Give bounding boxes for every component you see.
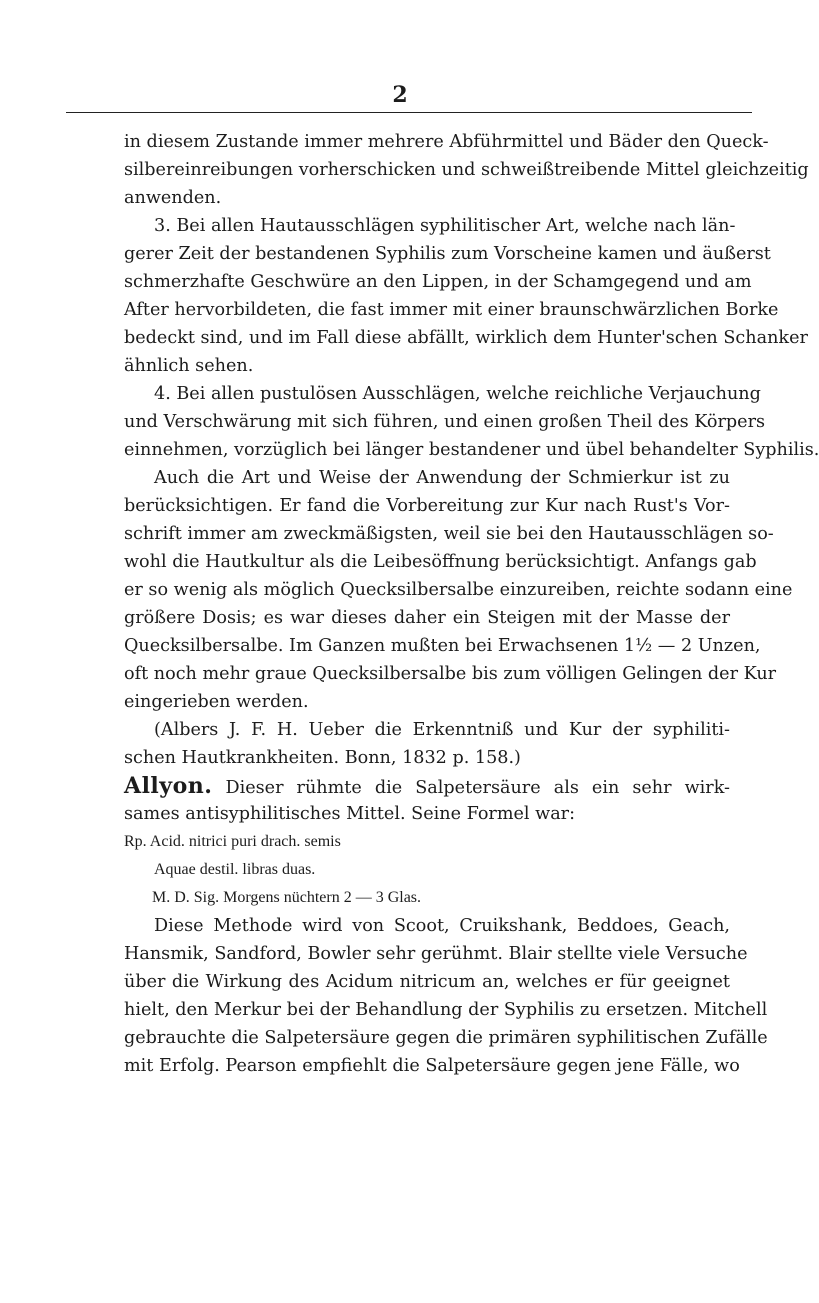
section-heading: Allyon. [124, 773, 213, 799]
header-rule [66, 112, 752, 113]
text-line: oft noch mehr graue Quecksilbersalbe bis zum völligen Gelingen der Kur [124, 664, 777, 684]
text-line: Auch die Art und Weise der Anwendung der Schmierkur ist zu [154, 468, 730, 488]
text-line: After hervorbildeten, die fast immer mit einer braunschwärzlichen Borke [124, 300, 779, 320]
text-line: und Verschwärung mit sich führen, und einen großen Theil des Körpers [124, 412, 766, 432]
text-line: gebrauchte die Salpetersäure gegen die primären syphilitischen Zufälle [124, 1028, 768, 1048]
section-text: Dieser rühmte die Salpetersäure als ein sehr wirk- [225, 778, 731, 798]
text-line: mit Erfolg. Pearson empfiehlt die Salpetersäure gegen jene Fälle, wo [124, 1056, 740, 1076]
text-line: schmerzhafte Geschwüre an den Lippen, in der Schamgegend und am [124, 272, 752, 292]
text-line: 4. Bei allen pustulösen Ausschlägen, welche reichliche Verjauchung [154, 384, 761, 404]
text-line: über die Wirkung des Acidum nitricum an, welches er für geeignet [124, 972, 730, 992]
text-line: gerer Zeit der bestandenen Syphilis zum Vorscheine kamen und äußerst [124, 244, 771, 264]
citation-line: schen Hautkrankheiten. Bonn, 1832 p. 158.) [124, 748, 521, 768]
recipe-line: Rp. Acid. nitrici puri drach. semis [124, 833, 341, 850]
page-text [124, 128, 819, 1080]
text-line: Diese Methode wird von Scoot, Cruikshank, Beddoes, Geach, [154, 916, 730, 936]
text-line: anwenden. [124, 188, 222, 208]
text-line: eingerieben werden. [124, 692, 309, 712]
section-first-line [124, 772, 730, 800]
text-line: größere Dosis; es war dieses daher ein Steigen mit der Masse der [124, 608, 730, 628]
text-line: in diesem Zustande immer mehrere Abführmittel und Bäder den Queck- [124, 132, 769, 152]
page-number: 2 [392, 82, 408, 108]
text-line: bedeckt sind, und im Fall diese abfällt, wirklich dem Hunter'schen Schanker [124, 328, 808, 348]
citation-line: (Albers J. F. H. Ueber die Erkenntniß und Kur der syphiliti- [154, 720, 730, 740]
text-line: schrift immer am zweckmäßigsten, weil sie bei den Hautausschlägen so- [124, 524, 774, 544]
text-line: Hansmik, Sandford, Bowler sehr gerühmt. Blair stellte viele Versuche [124, 944, 748, 964]
text-line: silbereinreibungen vorherschicken und schweißtreibende Mittel gleichzeitig [124, 160, 809, 180]
text-line: ähnlich sehen. [124, 356, 254, 376]
recipe-line: M. D. Sig. Morgens nüchtern 2 — 3 Glas. [152, 889, 422, 906]
text-line: sames antisyphilitisches Mittel. Seine Formel war: [124, 804, 576, 824]
text-line: einnehmen, vorzüglich bei länger bestandener und übel behandelter Syphilis. [124, 440, 819, 460]
recipe-line: Aquae destil. libras duas. [154, 861, 316, 878]
text-line: er so wenig als möglich Quecksilbersalbe einzureiben, reichte sodann eine [124, 580, 793, 600]
text-line: hielt, den Merkur bei der Behandlung der Syphilis zu ersetzen. Mitchell [124, 1000, 768, 1020]
text-line: berücksichtigen. Er fand die Vorbereitung zur Kur nach Rust's Vor- [124, 496, 730, 516]
text-line: wohl die Hautkultur als die Leibesöffnung berücksichtigt. Anfangs gab [124, 552, 757, 572]
text-line: 3. Bei allen Hautausschlägen syphilitischer Art, welche nach län- [154, 216, 736, 236]
text-line: Quecksilbersalbe. Im Ganzen mußten bei Erwachsenen 1½ — 2 Unzen, [124, 636, 761, 656]
